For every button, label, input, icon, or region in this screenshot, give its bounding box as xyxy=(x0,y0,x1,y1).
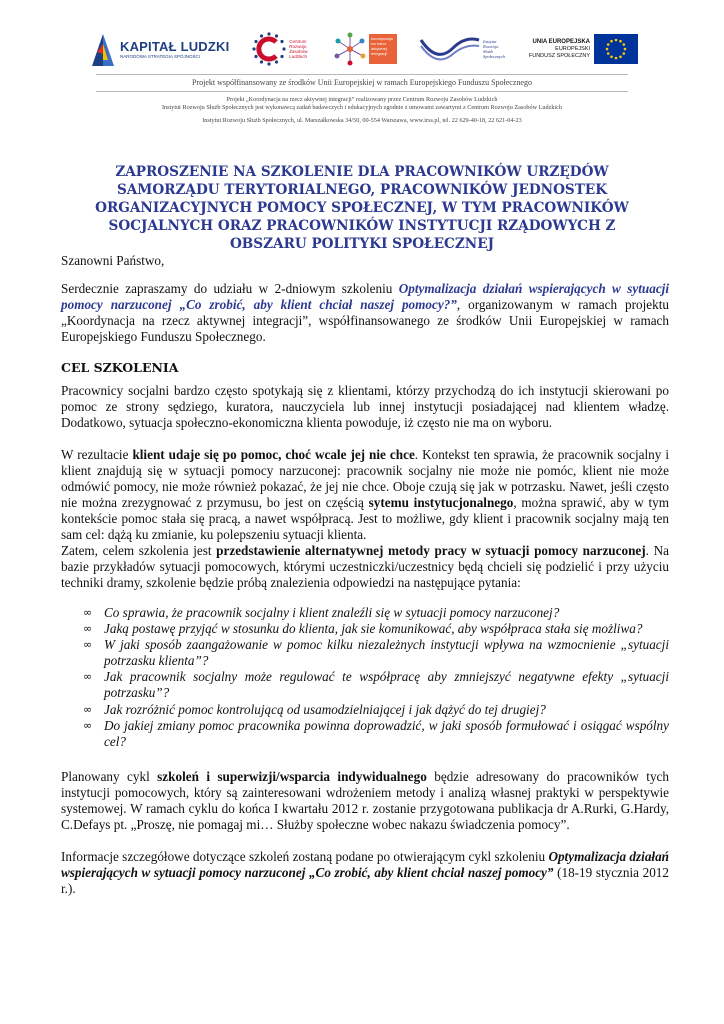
para3-text-2: . Na bazie przykładów sytuacji pomocowych, którymi uczestniczki/uczestnicy będą chcieli się podzielić i przy użyciu techniki dramy, szkolenie będzie próbą znalezienia odpowiedzi na następujące pytania: xyxy=(61,543,669,591)
para3-bold-1: przedstawienie alternatywnej metody pracy w sytuacji pomocy narzuconej xyxy=(216,543,646,558)
question-text: Co sprawia, że pracownik socjalny i klient znaleźli się w sytuacji pomocy narzuconej? xyxy=(104,605,560,620)
section-heading-goal: CEL SZKOLENIA xyxy=(61,360,179,375)
para4-text-1: Planowany cykl xyxy=(61,769,158,784)
irss-logo-icon xyxy=(419,34,481,64)
training-name: Optymalizacja działań wspierających w sytuacji pomocy narzuconej „Co zrobić, aby klient chciał naszej pomocy?” xyxy=(61,281,669,313)
question-text: Do jakiej zmiany pomoc pracownika powinna doprowadzić, w jaki sposób formułować i osiągać wspólny cel? xyxy=(104,717,669,749)
list-item xyxy=(61,718,669,750)
para4-text-2: będzie adresowany do pracowników tych instytucji pomocowych, który są zainteresowani wdrożeniem metody i analizą własnej praktyki w perspektywie systemowej. W ramach cyklu do końca I kwartału 2012 r. zostanie przygotowana publikacja dr A.Rurki, G.Hardy, C.Defays pt. „Proszę, nie pomagaj mi… Służby społeczne wobec nakazu świadczenia pomocy”. xyxy=(61,769,670,833)
para3-text-1: Zatem, celem szkolenia jest xyxy=(61,543,217,558)
irss-logo xyxy=(419,34,507,64)
paragraph-goal xyxy=(61,543,669,591)
list-item xyxy=(61,637,669,669)
intro-text-before: Serdecznie zapraszamy do udziału w 2-dniowym szkoleniu xyxy=(61,281,399,296)
kapital-ludzki-logo-icon xyxy=(90,30,116,68)
greeting: Szanowni Państwo, xyxy=(61,253,165,268)
koordynacja-logo-icon xyxy=(333,32,367,66)
list-item xyxy=(61,621,669,637)
questions-list xyxy=(61,605,669,750)
infinity-bullet-icon: ∞ xyxy=(83,638,93,652)
eu-logo xyxy=(529,34,638,64)
eu-line1: UNIA EUROPEJSKA xyxy=(532,38,590,45)
para4-bold-1: szkoleń i superwizji/wsparcia indywidualnego xyxy=(157,769,427,784)
eu-line2: EUROPEJSKI xyxy=(555,45,590,52)
question-text: W jaki sposób zaangażowanie w pomoc kilku niezależnych instytucji wpływa na wzmocnienie „sytuacji potrzasku klienta”? xyxy=(104,637,669,669)
header-divider-bottom xyxy=(96,91,628,92)
intro-paragraph xyxy=(61,281,669,345)
para2-text-2: . Kontekst ten sprawia, że pracownik socjalny i klient znajdują się w sytuacji pomocy narzuconej: pracownik socjalny nie może nie pomóc, klient nie może odmówić pomocy, nie może również pokazać, że jej nie chce. Oboje czują się jak w potrzasku. Nawet, jeśli często nie można zrezygnować z przymusu, bo jest on częścią xyxy=(61,447,670,511)
question-text: Jak rozróżnić pomoc kontrolującą od usamodzielniającej i jak dążyć do tej drugiej? xyxy=(104,701,546,717)
invitation-title: ZAPROSZENIE NA SZKOLENIE DLA PRACOWNIKÓW URZĘDÓW SAMORZĄDU TERYTORIALNEGO, PRACOWNIKÓW JEDNOSTEK ORGANIZACYJNYCH POMOCY SPOŁECZNEJ, W TYM PRACOWNIKÓW SOCJALNYCH ORAZ PRACOWNIKÓW INSTYTUCJI RZĄDOWYCH Z OBSZARU POLITYKI SPOŁECZNEJ xyxy=(95,164,629,252)
irss-logo-text: Instytut Rozwoju Służb Społecznych xyxy=(483,39,506,59)
para5-bold-italic: Optymalizacja działań wspierających w sytuacji pomocy narzuconej „Co zrobić, aby klient chciał naszej pomocy” xyxy=(61,849,670,881)
para2-text-3: , można sprawić, aby w tym kontekście pomoc stała się pracą, a nawet współpracą. Jest to możliwe, gdy klient i pracownik socjalny mają ten sam cel: dążą ku zmianie, ku polepszeniu sytuacji klienta. xyxy=(61,495,669,543)
kapital-ludzki-logo xyxy=(90,30,229,68)
koordynacja-logo xyxy=(333,32,397,66)
list-item xyxy=(61,669,669,701)
crzl-logo-text: Centrum Rozwoju Zasobów Ludzkich xyxy=(289,39,308,59)
question-text: Jak pracownik socjalny może regulować te współpracę aby zmniejszyć negatywne efekty „sytuacji potrzasku”? xyxy=(104,669,669,701)
infinity-bullet-icon: ∞ xyxy=(83,670,93,684)
intro-text-after: , organizowanym w ramach projektu „Koordynacja na rzecz aktywnej integracji”, współfinansowanego ze środków Unii Europejskiej w ramach Europejskiego Funduszu Społecznego. xyxy=(61,297,669,345)
infinity-bullet-icon: ∞ xyxy=(83,702,93,716)
list-item xyxy=(61,702,669,718)
para2-bold-1: klient udaje się po pomoc, choć wcale jej nie chce xyxy=(132,447,415,462)
paragraph-context: Pracownicy socjalni bardzo często spotykają się z klientami, którzy przychodzą do ich instytucji skierowani po pomoc ze strony sędziego, kuratora, nauczyciela lub innej instytucji posiadającej nad klientem władzę. Dodatkowo, sytuacja społeczno-ekonomiczna klienta powoduje, iż często nie ma on wyboru. xyxy=(61,383,669,431)
infinity-bullet-icon: ∞ xyxy=(83,718,93,732)
infinity-bullet-icon: ∞ xyxy=(83,622,93,636)
eu-line3: FUNDUSZ SPOŁECZNY xyxy=(528,52,590,59)
para2-bold-2: sytemu instytucjonalnego xyxy=(368,495,514,511)
infinity-bullet-icon: ∞ xyxy=(83,606,93,619)
project-line-1: Projekt „Koordynacja na rzecz aktywnej integracji” realizowany przez Centrum Rozwoju Zasobów Ludzkich xyxy=(226,96,498,103)
para5-text-1: Informacje szczegółowe dotyczące szkoleń zostaną podane po otwierającym cykl szkoleniu xyxy=(61,849,549,864)
para2-text-1: W rezultacie xyxy=(61,447,133,462)
crzl-logo-icon xyxy=(251,31,287,67)
header-divider-top xyxy=(96,74,628,75)
logo-bar xyxy=(90,26,638,72)
koordynacja-logo-text: koordynacja na rzecz aktywnej integracji xyxy=(369,34,397,64)
question-text: Jaką postawę przyjąć w stosunku do klienta, jak sie komunikować, aby współpraca stała się możliwa? xyxy=(104,621,643,637)
institute-address: Instytut Rozwoju Służb Społecznych, ul. Marszałkowska 34/50, 00-554 Warszawa, www.irss.pl, tel. 22 629-40-18, 22 621-04-23 xyxy=(202,117,522,124)
cofinancing-note: Projekt współfinansowany ze środków Unii Europejskiej w ramach Europejskiego Funduszu Społecznego xyxy=(192,78,532,87)
kapital-ludzki-subtitle: NARODOWA STRATEGIA SPÓJNOŚCI xyxy=(120,54,201,59)
para5-text-2: (18-19 stycznia 2012 r.). xyxy=(61,865,669,897)
kapital-ludzki-title: KAPITAŁ LUDZKI xyxy=(120,39,230,54)
eu-logo-text xyxy=(529,39,590,60)
paragraph-planned-cycle xyxy=(61,769,669,833)
eu-flag-icon xyxy=(594,34,638,64)
paragraph-result xyxy=(61,447,669,544)
paragraph-details xyxy=(61,849,669,897)
crzl-logo xyxy=(251,31,311,67)
list-item xyxy=(61,605,669,621)
project-line-2: Instytut Rozwoju Służb Społecznych jest wykonawcą zadań badawczych i edukacyjnych zgodnie z umowami zawartymi z Centrum Rozwoju Zasobów Ludzkich xyxy=(161,104,562,111)
